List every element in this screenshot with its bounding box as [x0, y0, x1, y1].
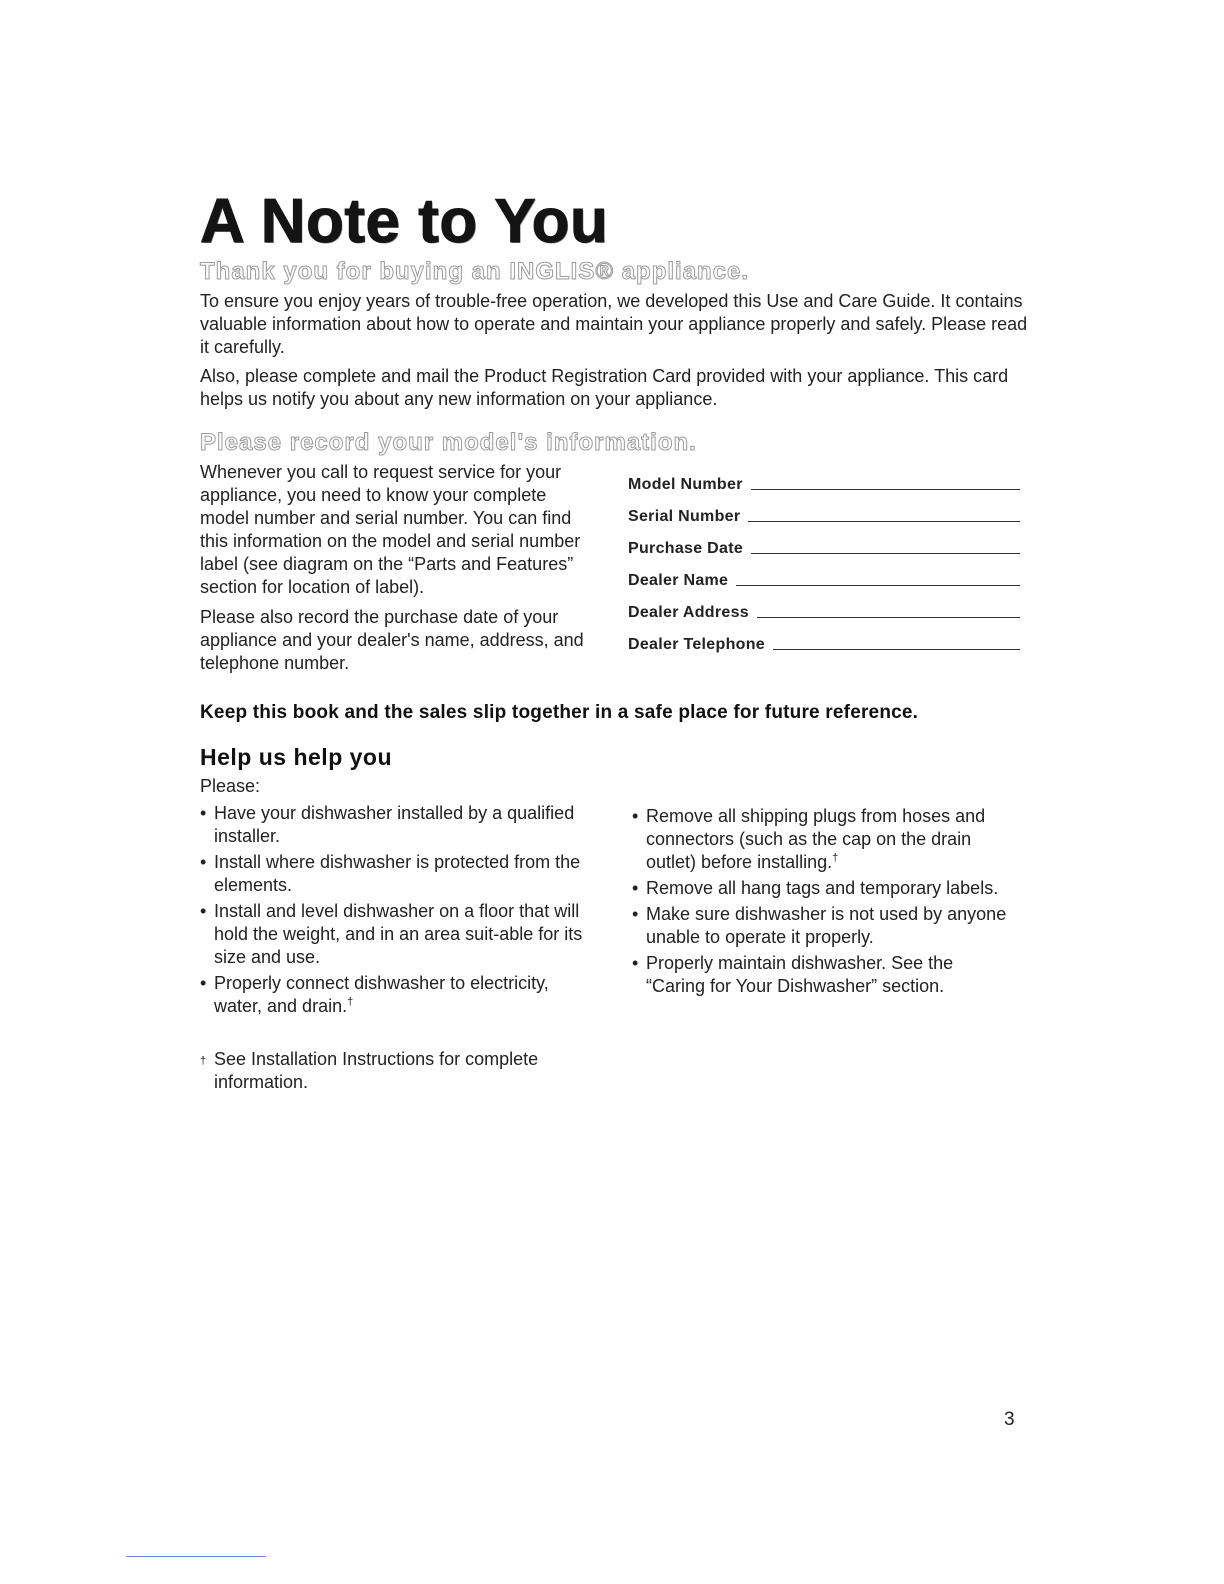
blank-line [748, 521, 1020, 522]
help-section-title: Help us help you [200, 744, 393, 770]
field-label: Dealer Address [628, 604, 749, 621]
footnote-text: See Installation Instructions for complete information. [214, 1049, 539, 1092]
bullet-text: Install where dishwasher is protected from the elements. [214, 852, 581, 895]
page-number: 3 [1004, 1409, 1015, 1430]
record-paragraph-2: Please also record the purchase date of your appliance and your dealer's name, address, and telephone number. [200, 607, 584, 673]
bullet-item [200, 851, 600, 897]
bullet-icon: • [632, 953, 639, 973]
bullet-icon: • [632, 878, 639, 898]
help-list-left [200, 802, 600, 1021]
dealer-address-field [628, 590, 1020, 622]
bullet-text: Make sure dishwasher is not used by anyone unable to operate it properly. [646, 904, 1007, 947]
bullet-icon: • [200, 852, 207, 872]
bullet-text: Properly connect dishwasher to electricity, water, and drain. [214, 973, 549, 1016]
intro-paragraph-1: To ensure you enjoy years of trouble-free operation, we developed this Use and Care Guide. It contains valuable information about how to operate and maintain your appliance properly and safely. Please read it carefully. [200, 291, 1028, 357]
blank-line [751, 553, 1020, 554]
keep-note: Keep this book and the sales slip together in a safe place for future reference. [200, 702, 919, 723]
bullet-item [632, 952, 1012, 998]
record-instructions [200, 461, 600, 682]
bullet-icon: • [200, 973, 207, 993]
intro-paragraph-2: Also, please complete and mail the Product Registration Card provided with your appliance. This card helps us notify you about any new information on your appliance. [200, 366, 1009, 409]
blank-line [757, 617, 1020, 618]
bullet-item [632, 805, 1012, 874]
record-fields [628, 462, 1020, 654]
dealer-name-field [628, 558, 1020, 590]
blank-line [773, 649, 1020, 650]
bullet-item [200, 972, 600, 1018]
bullet-text: Remove all shipping plugs from hoses and connectors (such as the cap on the drain outlet) before installing. [646, 806, 986, 872]
page-title: A Note to You [200, 187, 609, 256]
field-label: Dealer Telephone [628, 636, 765, 653]
bullet-icon: • [200, 803, 207, 823]
bullet-item [200, 802, 600, 848]
model-number-field [628, 462, 1020, 494]
bullet-text: Have your dishwasher installed by a qualified installer. [214, 803, 575, 846]
thanks-subheading: Thank you for buying an INGLIS® appliance. [200, 258, 750, 285]
help-intro: Please: [200, 776, 261, 796]
bullet-text: Properly maintain dishwasher. See the “Caring for Your Dishwasher” section. [646, 953, 954, 996]
blank-line [736, 585, 1020, 586]
field-label: Serial Number [628, 508, 741, 525]
help-list-right [632, 805, 1012, 1001]
bullet-icon: • [200, 901, 207, 921]
purchase-date-field [628, 526, 1020, 558]
record-paragraph-1: Whenever you call to request service for your appliance, you need to know your complete model number and serial number. You can find this information on the model and serial number label (see diagram on the “Parts and Features” section for location of label). [200, 462, 581, 597]
dagger-mark: † [200, 1055, 207, 1067]
blank-line [751, 489, 1020, 490]
bullet-item [632, 877, 1012, 900]
footnote [200, 1048, 600, 1094]
field-label: Purchase Date [628, 540, 744, 557]
bullet-text: Install and level dishwasher on a floor that will hold the weight, and in an area suit-able for its size and use. [214, 901, 583, 967]
bullet-item [632, 903, 1012, 949]
dagger-mark: † [832, 852, 839, 864]
dealer-telephone-field [628, 622, 1020, 654]
bullet-icon: • [632, 904, 639, 924]
dagger-mark: † [347, 996, 354, 1008]
bullet-icon: • [632, 806, 639, 826]
serial-number-field [628, 494, 1020, 526]
field-label: Model Number [628, 476, 743, 493]
bullet-text: Remove all hang tags and temporary labels. [646, 878, 999, 898]
bullet-item [200, 900, 600, 969]
bottom-divider [126, 1556, 266, 1557]
field-label: Dealer Name [628, 572, 729, 589]
record-subheading: Please record your model's information. [200, 429, 697, 456]
